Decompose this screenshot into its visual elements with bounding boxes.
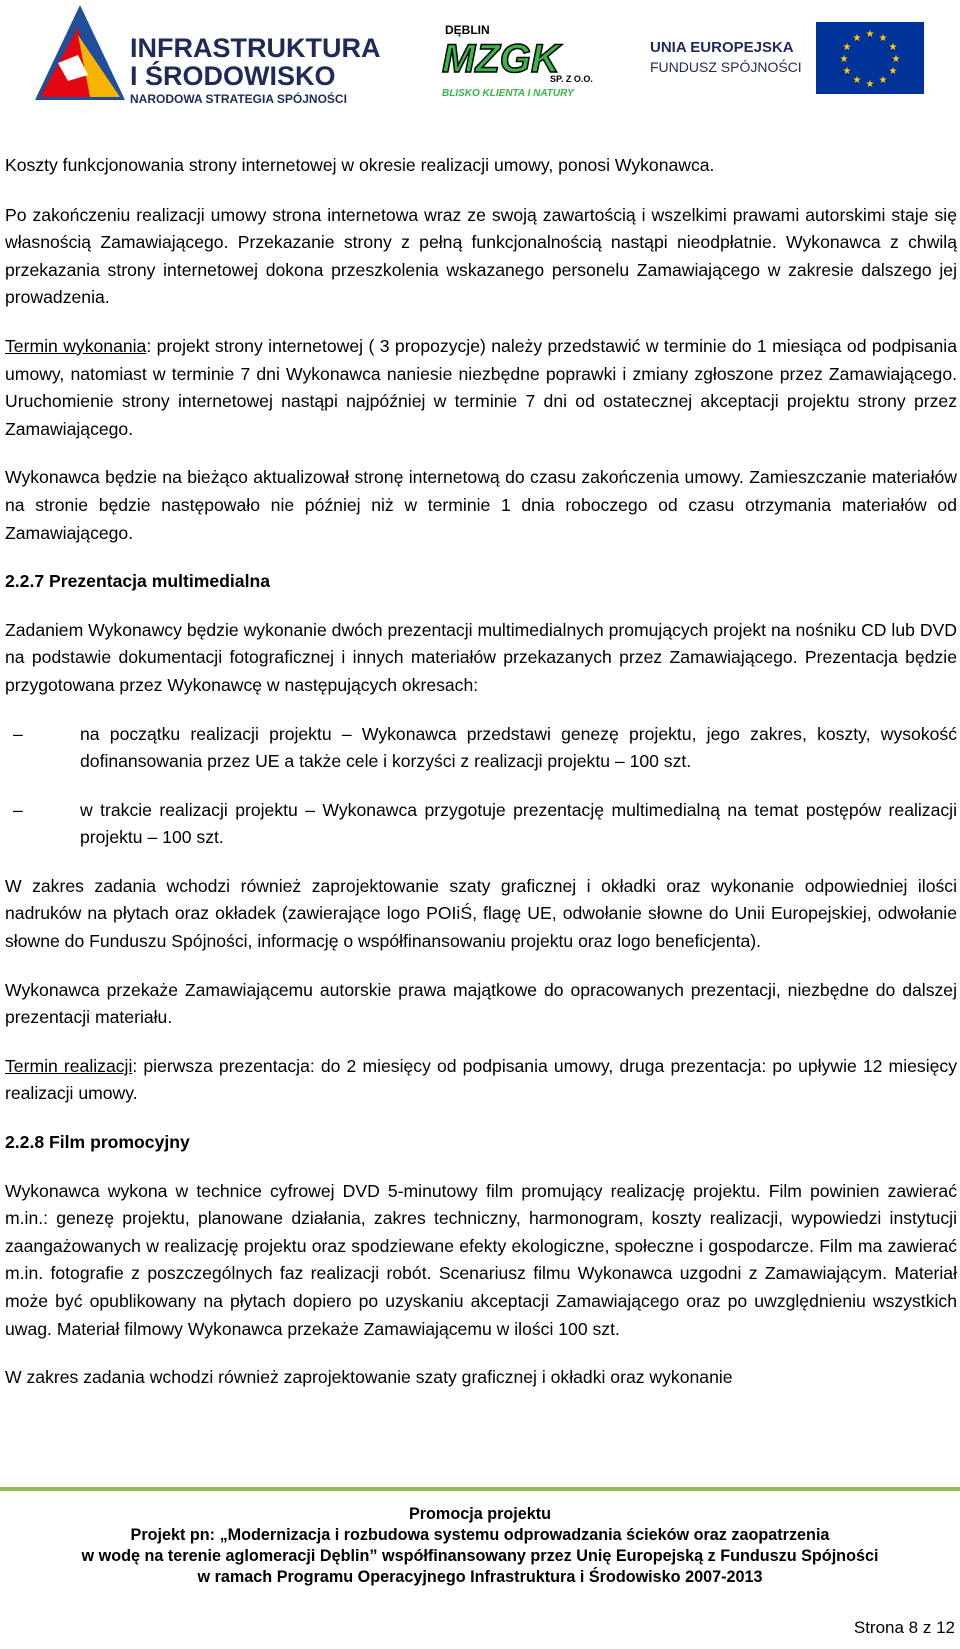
svg-text:★: ★ [865, 29, 875, 40]
svg-text:★: ★ [888, 42, 898, 53]
paragraph: Wykonawca wykona w technice cyfrowej DVD 5-minutowy film promujący realizację projektu. Film powinien zawierać m.in.: genezę projektu, planowane działania, zakres techniczny, harmonogram, koszty realizacji, wypowiedzi instytucji zaangażowanych w realizację projektu oraz spodziewane efekty ekologiczne, społeczne i gospodarcze. Film ma zawierać m.in. fotografie z poszczególnych faz realizacji robót. Scenariusz filmu Wykonawca uzgodni z Zamawiającym. Materiał może być opublikowany na płytach dopiero po uzyskaniu akceptacji Zamawiającego oraz po uwzględnieniu wszystkich uwag. Materiał filmowy Wykonawca przekaże Zamawiającemu w ilości 100 szt. [5, 1180, 957, 1339]
svg-text:DĘBLIN: DĘBLIN [445, 23, 490, 37]
svg-text:★: ★ [839, 54, 849, 65]
svg-text:★: ★ [842, 42, 852, 53]
list-item: – na początku realizacji projektu – Wykonawca przedstawi genezę projektu, jego zakres, koszty, wysokość dofinansowania przez UE a także cele i korzyści z realizacji projektu – 100 szt. [5, 721, 957, 776]
paragraph: Wykonawca będzie na bieżąco aktualizował stronę internetową do czasu zakończenia umowy. Zamieszczanie materiałów na stronie będzie następowało nie później niż w terminie 1 dnia roboczego od czasu otrzymania materiałów od Zamawiającego. [5, 467, 957, 543]
section-heading-2-2-8: 2.2.8 Film promocyjny [5, 1132, 190, 1153]
paragraph [5, 1053, 957, 1108]
svg-text:NARODOWA STRATEGIA SPÓJNOŚCI: NARODOWA STRATEGIA SPÓJNOŚCI [130, 92, 347, 105]
svg-text:MZGK: MZGK [442, 37, 560, 81]
term-label: Termin realizacji [5, 1055, 133, 1076]
footer-divider [0, 1487, 960, 1491]
footer-line: Promocja projektu [408, 1505, 552, 1523]
document-body [5, 152, 957, 1413]
paragraph: W zakres zadania wchodzi również zaprojektowanie szaty graficznej i okładki oraz wykonanie odpowiedniej ilości nadruków na płytach oraz okładek (zawierające logo POIiŚ, flagę UE, odwołanie słowne do Unii Europejskiej, odwołanie słowne do Funduszu Spójności, informację o współfinansowaniu projektu oraz logo beneficjenta). [5, 875, 957, 952]
dash-bullet-icon: – [13, 723, 23, 744]
paragraph: W zakres zadania wchodzi również zaprojektowanie szaty graficznej i okładki oraz wykonanie [5, 1367, 733, 1388]
footer-line: w ramach Programu Operacyjnego Infrastruktura i Środowisko 2007-2013 [197, 1568, 763, 1586]
svg-text:UNIA EUROPEJSKA: UNIA EUROPEJSKA [650, 39, 794, 56]
paragraph: Wykonawca przekaże Zamawiającemu autorskie prawa majątkowe do opracowanych prezentacji, niezbędne do dalszej prezentacji materiału. [5, 979, 957, 1028]
eu-cohesion-fund-logo [650, 22, 930, 96]
svg-text:★: ★ [891, 54, 901, 65]
svg-text:★: ★ [878, 33, 888, 44]
paragraph [5, 333, 957, 443]
paragraph: Zadaniem Wykonawcy będzie wykonanie dwóch prezentacji multimedialnych promujących projekt na nośniku CD lub DVD na podstawie dokumentacji fotograficznej i innych materiałów przekazanych przez Zamawiającego. Prezentacja będzie przygotowana przez Wykonawcę w następujących okresach: [5, 619, 957, 695]
term-text: : projekt strony internetowej ( 3 propozycje) należy przedstawić w terminie do 1 miesiąca od podpisania umowy, natomiast w terminie 7 dni Wykonawca naniesie niezbędne poprawki i zmiany zgłoszone przez Zamawiającego. Uruchomienie strony internetowej nastąpi najpóźniej w terminie 7 dni od ostatecznej akceptacji projektu strony przez Zamawiającego. [5, 335, 957, 439]
footer-line: Projekt pn: „Modernizacja i rozbudowa systemu odprowadzania ścieków oraz zaopatrzenia [130, 1526, 830, 1544]
footer-line: w wodę na terenie aglomeracji Dęblin” współfinansowany przez Unię Europejską z Funduszu Spójności [81, 1547, 879, 1565]
svg-text:BLISKO KLIENTA I NATURY: BLISKO KLIENTA I NATURY [442, 88, 574, 99]
term-label: Termin wykonania [5, 335, 147, 356]
infrastruktura-logo [30, 5, 390, 105]
svg-text:★: ★ [865, 79, 875, 90]
page-header [0, 0, 960, 120]
paragraph: Koszty funkcjonowania strony internetowej w okresie realizacji umowy, ponosi Wykonawca. [5, 155, 715, 175]
svg-text:★: ★ [878, 75, 888, 86]
svg-text:SP. Z O.O.: SP. Z O.O. [550, 74, 593, 84]
svg-text:★: ★ [888, 66, 898, 77]
page-footer [0, 1504, 960, 1588]
svg-text:★: ★ [852, 33, 862, 44]
paragraph: Po zakończeniu realizacji umowy strona internetowa wraz ze swoją zawartością i wszelkimi prawami autorskimi staje się własnością Zamawiającego. Przekazanie strony z pełną funkcjonalnością nastąpi nieodpłatnie. Wykonawca z chwilą przekazania strony internetowej dokona przeszkolenia wskazanego personelu Zamawiającego w zakresie dalszego jej prowadzenia. [5, 204, 957, 308]
svg-text:★: ★ [852, 75, 862, 86]
dash-bullet-icon: – [13, 799, 23, 820]
bullet-list [5, 721, 957, 852]
page-number: Strona 8 z 12 [853, 1618, 955, 1637]
svg-text:I ŚRODOWISKO: I ŚRODOWISKO [130, 61, 336, 91]
svg-text:INFRASTRUKTURA: INFRASTRUKTURA [130, 33, 381, 63]
svg-text:★: ★ [842, 66, 852, 77]
svg-text:FUNDUSZ SPÓJNOŚCI: FUNDUSZ SPÓJNOŚCI [650, 59, 802, 75]
list-item: – w trakcie realizacji projektu – Wykonawca przygotuje prezentację multimedialną na temat postępów realizacji projektu – 100 szt. [5, 797, 957, 852]
term-text: : pierwsza prezentacja: do 2 miesięcy od podpisania umowy, druga prezentacja: po upływie 12 miesięcy realizacji umowy. [5, 1055, 957, 1104]
mzgk-logo [440, 20, 610, 102]
section-heading-2-2-7: 2.2.7 Prezentacja multimedialna [5, 571, 270, 592]
